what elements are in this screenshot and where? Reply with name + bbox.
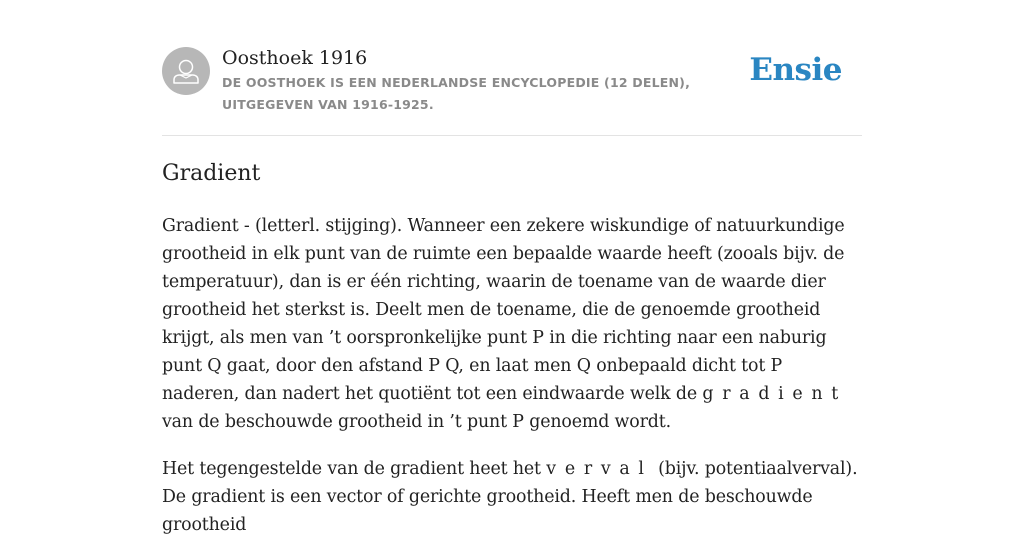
ensie-logo[interactable]: Ensie	[749, 52, 842, 88]
article-paragraph	[162, 455, 862, 539]
person-outline-icon	[162, 47, 210, 95]
spaced-term: gradient	[702, 384, 847, 404]
header-divider	[162, 135, 862, 136]
source-title[interactable]: Oosthoek 1916	[222, 47, 368, 69]
source-header	[162, 46, 862, 116]
source-description: DE OOSTHOEK IS EEN NEDERLANDSE ENCYCLOPEDIE (12 DELEN), UITGEGEVEN VAN 1916-1925.	[222, 75, 691, 112]
article-title: Gradient	[162, 161, 261, 186]
spaced-term: verval	[546, 459, 653, 479]
paragraph-text: Gradient - (letterl. stijging). Wanneer een zekere wiskundige of natuurkundige grootheid in elk punt van de ruimte een bepaalde waarde heeft (zooals bijv. de temperatuur), dan is er één richting, waarin de toename van de waarde dier grootheid het sterkst is. Deelt men de toename, die de genoemde grootheid krijgt, als men van ’t oorspronkelijke punt P in die richting naar een naburig punt Q gaat, door den afstand P Q, en laat men Q onbepaald dicht tot P naderen, dan nadert het quotiënt tot een eindwaarde welk de	[162, 216, 845, 404]
paragraph-text: van de beschouwde grootheid in ’t punt P genoemd wordt.	[162, 412, 671, 432]
article-body	[162, 212, 862, 558]
article-paragraph	[162, 212, 862, 436]
paragraph-text: Het tegengestelde van de gradient heet het	[162, 459, 541, 479]
paragraph-text: (bijv. potentiaalverval). De gradient is een vector of gerichte grootheid. Heeft men de beschouwde grootheid	[162, 459, 858, 535]
user-avatar-icon[interactable]	[162, 47, 210, 95]
